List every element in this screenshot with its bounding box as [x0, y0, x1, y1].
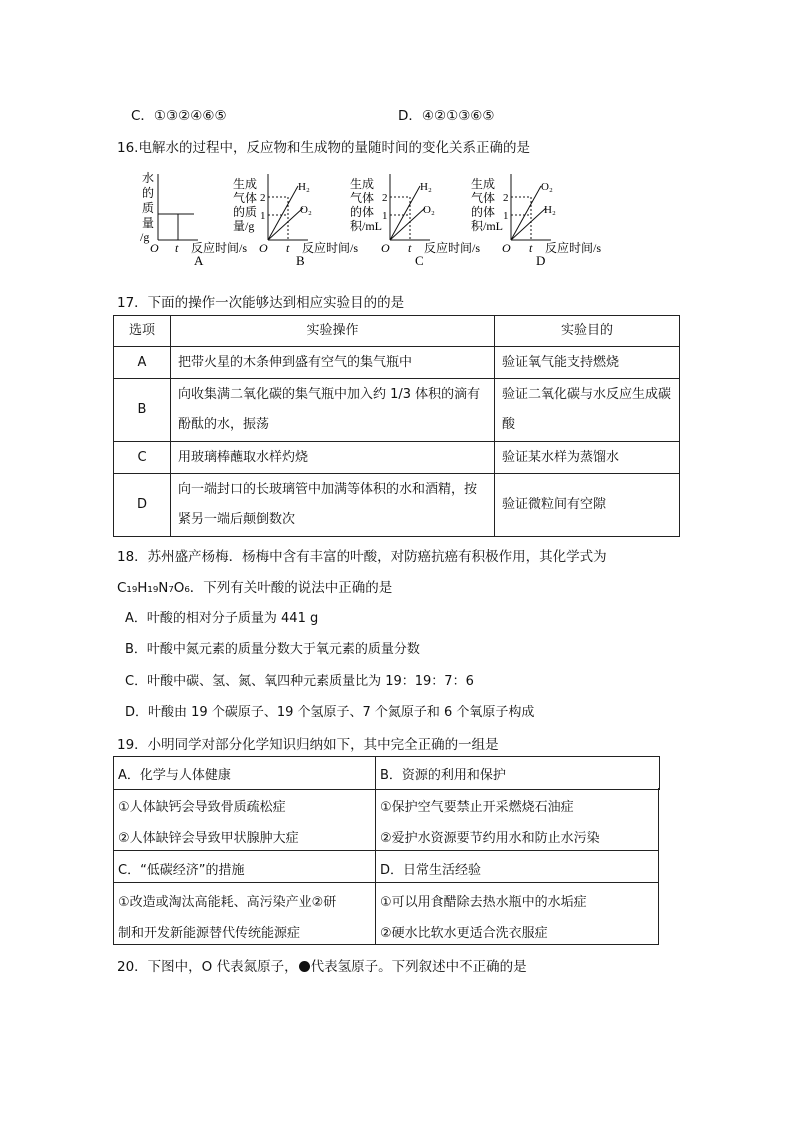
- graph-a: [140, 170, 247, 268]
- svg-text:气体: 气体: [471, 191, 496, 205]
- svg-text:O: O: [381, 241, 390, 255]
- q16-stem: 16.电解水的过程中，反应物和生成物的量随时间的变化关系正确的是: [117, 140, 530, 156]
- graph-c-letter: C: [415, 253, 424, 268]
- q17-row-a-option: A: [114, 347, 171, 379]
- q19-a-item2: ②人体缺锌会导致甲状腺肿大症: [118, 831, 299, 846]
- q18-option-b: B．叶酸中氮元素的质量分数大于氧元素的质量分数: [125, 642, 420, 657]
- q17-row-d-operation: 向一端封口的长玻璃管中加满等体积的水和酒精，按紧另一端后颠倒数次: [171, 474, 495, 537]
- q19-d-title: D．日常生活经验: [380, 863, 482, 878]
- q17-header-option: 选项: [114, 316, 171, 347]
- q17-header-operation: 实验操作: [171, 316, 495, 347]
- graph-a-ylabel-4: 量: [142, 216, 155, 230]
- graph-b-ylabel-2: 气体: [233, 191, 258, 205]
- q20-stem-part2: 代表氢原子。下列叙述中不正确的是: [310, 959, 527, 975]
- graph-b-line-2: O₂: [300, 204, 312, 216]
- graph-c: [350, 174, 480, 268]
- svg-text:的体: 的体: [350, 205, 375, 219]
- q15-option-d: D．④②①③⑥⑤: [398, 108, 495, 124]
- q17-row-d-option: D: [114, 474, 171, 537]
- svg-text:O: O: [259, 241, 268, 255]
- q17-table: [113, 315, 680, 537]
- svg-text:O: O: [502, 241, 511, 255]
- graph-b-ylabel-1: 生成: [233, 177, 258, 191]
- q17-row-a-operation: 把带火星的木条伸到盛有空气的集气瓶中: [171, 347, 495, 379]
- svg-text:2: 2: [503, 192, 509, 204]
- q17-row-a-goal: 验证氧气能支持燃烧: [495, 347, 680, 379]
- q19-c-title: C．“低碳经济”的措施: [118, 863, 245, 878]
- q20-stem-part1: 20．下图中，O 代表氮原子，: [117, 959, 298, 975]
- svg-text:O₂: O₂: [541, 181, 553, 193]
- graph-b-line-1: H₂: [298, 181, 310, 193]
- svg-text:反应时间/s: 反应时间/s: [424, 241, 481, 255]
- graph-b-ylabel-4: 量/g: [233, 219, 255, 233]
- q19-c-item1: ①改造或淘汰高能耗、高污染产业②研: [118, 895, 337, 910]
- graph-a-letter: A: [194, 253, 204, 268]
- q18-option-d: D．叶酸由 19 个碳原子、19 个氢原子、7 个氮原子和 6 个氧原子构成: [125, 705, 535, 720]
- q17-row-c-operation: 用玻璃棒蘸取水样灼烧: [171, 442, 495, 474]
- svg-text:t: t: [529, 241, 533, 255]
- svg-text:H₂: H₂: [544, 204, 556, 216]
- q15-option-c: C．①③②④⑥⑤: [131, 108, 227, 124]
- graph-a-ylabel-2: 的: [142, 186, 155, 200]
- q17-row-c-goal: 验证某水样为蒸馏水: [495, 442, 680, 474]
- graph-a-ylabel-5: /g: [140, 230, 150, 244]
- svg-text:生成: 生成: [350, 177, 375, 191]
- q19-stem: 19．小明同学对部分化学知识归纳如下，其中完全正确的一组是: [117, 737, 499, 753]
- q18-stem-line2: C₁₉H₁₉N₇O₆．下列有关叶酸的说法中正确的是: [117, 580, 393, 596]
- graph-b-letter: B: [296, 253, 305, 268]
- q19-d-item2: ②硬水比软水更适合洗衣服症: [380, 926, 548, 941]
- q17-row-d-goal: 验证微粒间有空隙: [495, 474, 680, 537]
- q19-b-item2: ②爱护水资源要节约用水和防止水污染: [380, 831, 600, 846]
- svg-text:反应时间/s: 反应时间/s: [545, 241, 602, 255]
- q18-option-c: C．叶酸中碳、氢、氮、氧四种元素质量比为 19：19：7：6: [125, 674, 474, 689]
- svg-text:的体: 的体: [471, 205, 496, 219]
- q19-a-item1: ①人体缺钙会导致骨质疏松症: [118, 800, 286, 815]
- q17-row-b-goal: 验证二氧化碳与水反应生成碳酸: [495, 379, 680, 442]
- q20-stem: [117, 955, 527, 975]
- q17-header-goal: 实验目的: [495, 316, 680, 347]
- q17-row-b-option: B: [114, 379, 171, 442]
- q19-b-item1: ①保护空气要禁止开采燃烧石油症: [380, 800, 574, 815]
- svg-text:t: t: [286, 241, 290, 255]
- q19-a-title: A．化学与人体健康: [118, 768, 231, 783]
- graph-b-tick-2: 2: [260, 192, 266, 204]
- q19-b-title: B．资源的利用和保护: [380, 768, 506, 783]
- graph-b: [233, 174, 358, 268]
- graph-b-tick-1: 1: [260, 210, 266, 222]
- q18-option-a: A．叶酸的相对分子质量为 441 g: [125, 611, 319, 626]
- svg-text:1: 1: [503, 210, 509, 222]
- svg-text:气体: 气体: [350, 191, 375, 205]
- graph-a-ylabel-3: 质: [142, 201, 155, 215]
- graph-a-xlabel: 反应时间/s: [191, 241, 248, 255]
- graph-a-t: t: [175, 241, 179, 255]
- svg-text:积/mL: 积/mL: [350, 219, 382, 233]
- q17-stem: 17．下面的操作一次能够达到相应实验目的的是: [117, 295, 405, 311]
- q19-grid: [113, 756, 659, 946]
- q19-d-item1: ①可以用食醋除去热水瓶中的水垢症: [380, 895, 587, 910]
- q17-row-b-operation: 向收集满二氧化碳的集气瓶中加入约 1/3 体积的滴有酚酞的水，振荡: [171, 379, 495, 442]
- q17-row-c-option: C: [114, 442, 171, 474]
- graph-b-ylabel-3: 的质: [233, 205, 258, 219]
- svg-text:H₂: H₂: [420, 181, 432, 193]
- svg-text:t: t: [408, 241, 412, 255]
- q19-c-item2: 制和开发新能源替代传统能源症: [118, 926, 301, 941]
- graph-d: [471, 174, 601, 268]
- graph-a-origin: O: [150, 241, 159, 255]
- svg-text:生成: 生成: [471, 177, 496, 191]
- q16-graphs: [138, 168, 628, 268]
- hydrogen-atom-icon: [299, 961, 310, 972]
- graph-a-ylabel-1: 水: [142, 171, 155, 185]
- svg-text:1: 1: [382, 210, 388, 222]
- graph-d-letter: D: [536, 253, 546, 268]
- graph-b-xlabel: 反应时间/s: [302, 241, 359, 255]
- q18-stem-line1: 18．苏州盛产杨梅．杨梅中含有丰富的叶酸，对防癌抗癌有积极作用，其化学式为: [117, 549, 607, 565]
- svg-text:O₂: O₂: [423, 204, 435, 216]
- svg-text:积/mL: 积/mL: [471, 219, 503, 233]
- svg-text:2: 2: [382, 192, 388, 204]
